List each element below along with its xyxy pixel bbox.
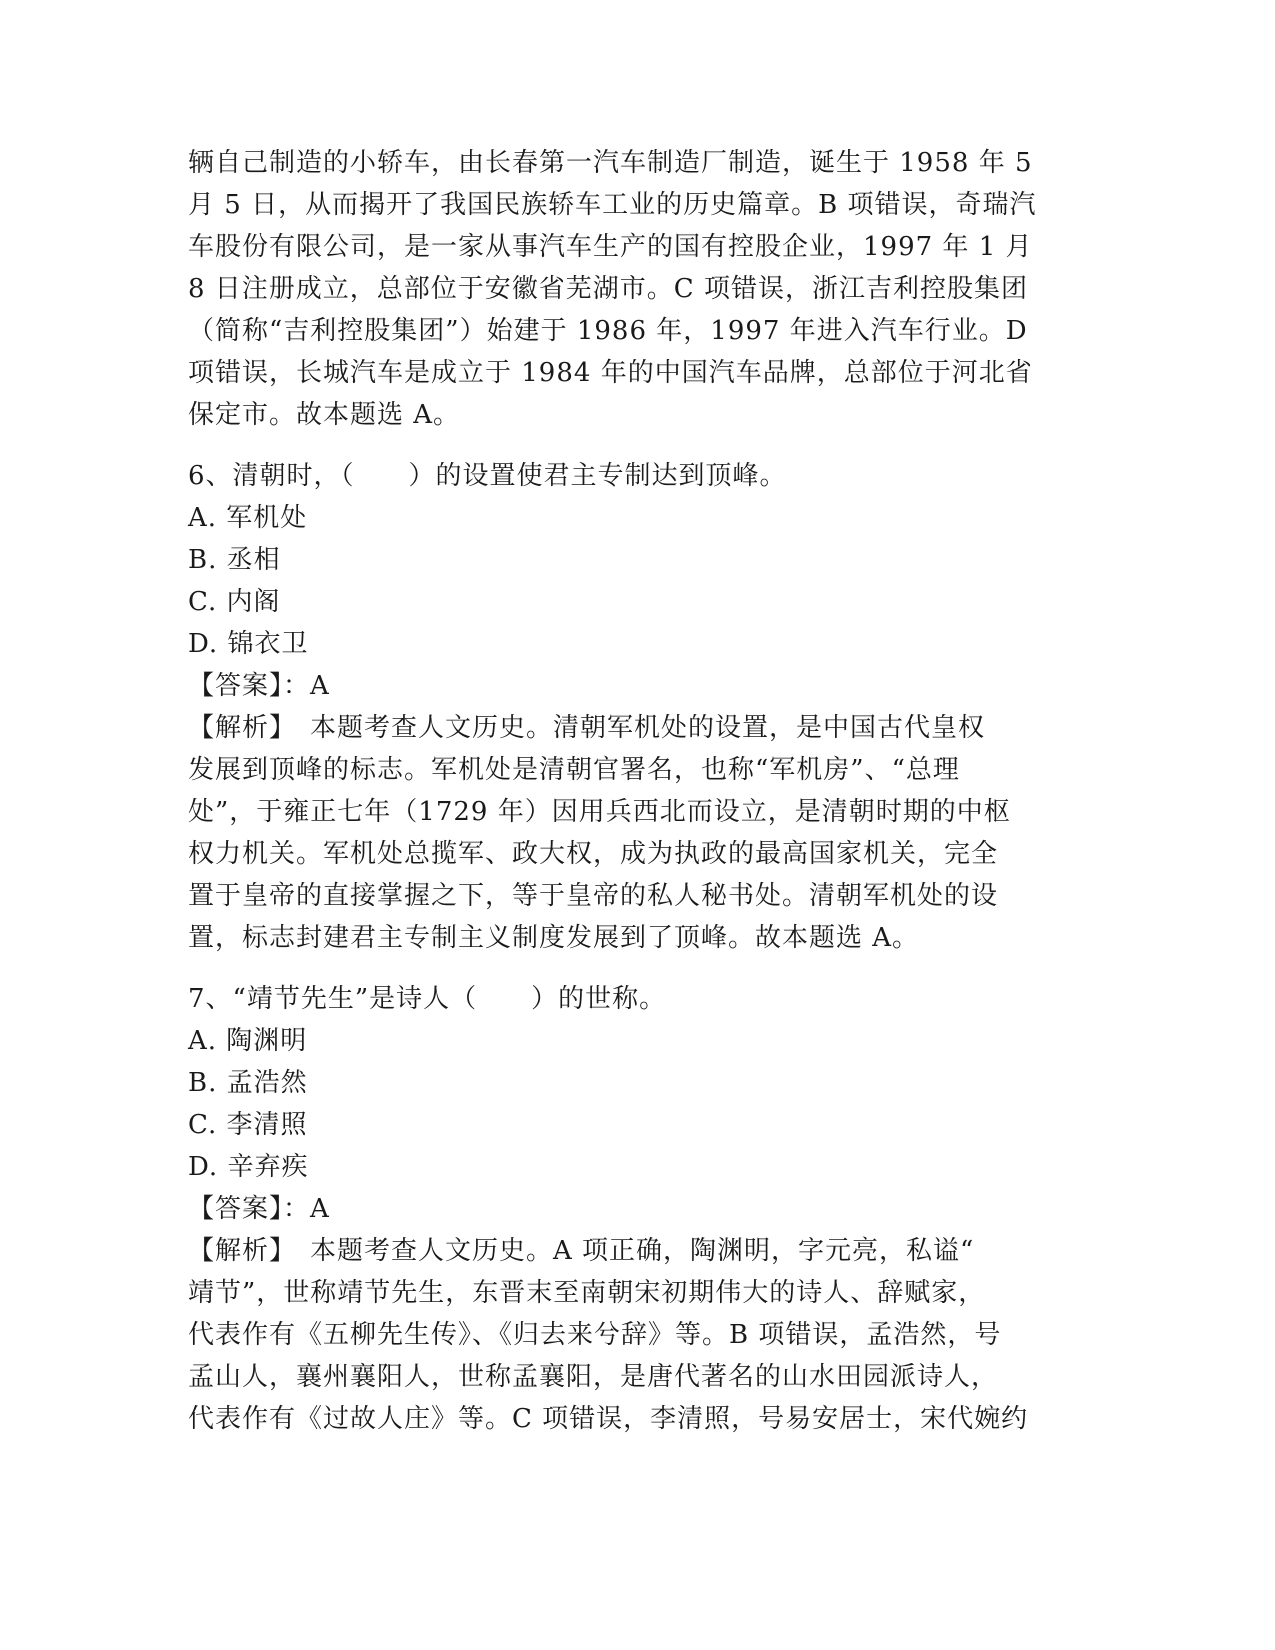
question-6-explanation-line: 【解析】 本题考查人文历史。清朝军机处的设置，是中国古代皇权: [188, 713, 986, 743]
question-7-explanation-line: 代表作有《五柳先生传》、《归去来兮辞》等。B 项错误，孟浩然，号: [188, 1320, 1002, 1350]
question-6-explanation-line: 发展到顶峰的标志。军机处是清朝官署名，也称“军机房”、“总理: [188, 755, 960, 785]
question-6-text: 6、清朝时，（ ）的设置使君主专制达到顶峰。: [188, 461, 787, 491]
explanation-line: 项错误，长城汽车是成立于 1984 年的中国汽车品牌，总部位于河北省: [188, 358, 1033, 388]
question-7-answer: 【答案】：A: [188, 1194, 330, 1224]
question-7-explanation-line: 代表作有《过故人庄》等。C 项错误，李清照，号易安居士，宋代婉约: [188, 1404, 1029, 1434]
question-7-text: 7、“靖节先生”是诗人（ ）的世称。: [188, 984, 667, 1014]
question-6-explanation-line: 置，标志封建君主专制主义制度发展到了顶峰。故本题选 A。: [188, 923, 920, 953]
explanation-line: 保定市。故本题选 A。: [188, 400, 461, 430]
question-7-explanation-line: 靖节”，世称靖节先生，东晋末至南朝宋初期伟大的诗人、辞赋家，: [188, 1278, 986, 1308]
question-6-option-a: A. 军机处: [188, 503, 308, 533]
question-7-option-d: D. 辛弃疾: [188, 1152, 309, 1182]
explanation-line: 月 5 日，从而揭开了我国民族轿车工业的历史篇章。B 项错误，奇瑞汽: [188, 190, 1037, 220]
explanation-line: 辆自己制造的小轿车，由长春第一汽车制造厂制造，诞生于 1958 年 5: [188, 148, 1033, 178]
question-6-explanation-line: 置于皇帝的直接掌握之下，等于皇帝的私人秘书处。清朝军机处的设: [188, 881, 999, 911]
explanation-line: 车股份有限公司，是一家从事汽车生产的国有控股企业，1997 年 1 月: [188, 232, 1033, 262]
question-7-option-a: A. 陶渊明: [188, 1026, 308, 1056]
question-6-explanation-line: 处”，于雍正七年（1729 年）因用兵西北而设立，是清朝时期的中枢: [188, 797, 1011, 827]
question-6-option-b: B. 丞相: [188, 545, 281, 575]
question-7-option-b: B. 孟浩然: [188, 1068, 308, 1098]
question-6-answer: 【答案】：A: [188, 671, 330, 701]
explanation-line: （简称“吉利控股集团”）始建于 1986 年，1997 年进入汽车行业。D: [188, 316, 1028, 346]
question-6-option-c: C. 内阁: [188, 587, 281, 617]
question-7-explanation-line: 孟山人，襄州襄阳人，世称孟襄阳，是唐代著名的山水田园派诗人，: [188, 1362, 999, 1392]
explanation-line: 8 日注册成立，总部位于安徽省芜湖市。C 项错误，浙江吉利控股集团: [188, 274, 1028, 304]
question-7-option-c: C. 李清照: [188, 1110, 308, 1140]
question-7-explanation-line: 【解析】 本题考查人文历史。A 项正确，陶渊明，字元亮，私谥“: [188, 1236, 975, 1266]
question-6-option-d: D. 锦衣卫: [188, 629, 309, 659]
question-6-explanation-line: 权力机关。军机处总揽军、政大权，成为执政的最高国家机关，完全: [188, 839, 999, 869]
